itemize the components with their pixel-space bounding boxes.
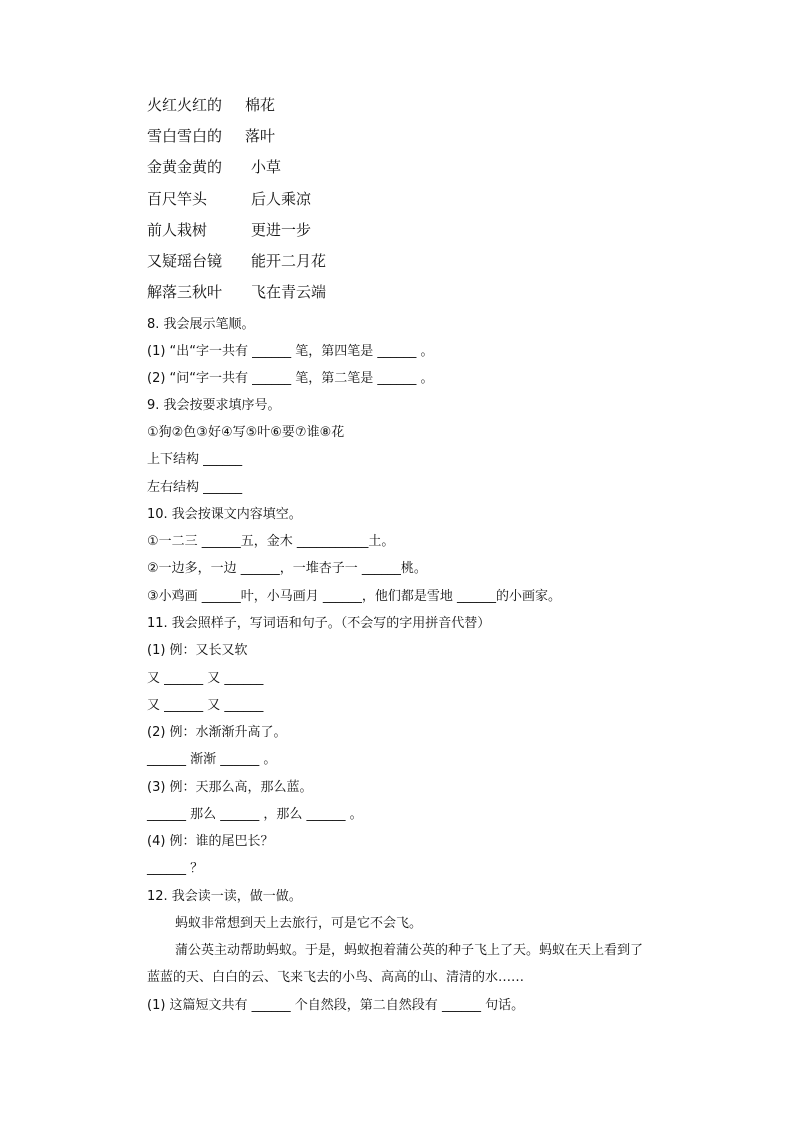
- question-11-item-4: (2) 例：水渐渐升高了。: [147, 725, 287, 740]
- match-left: 火红火红的: [147, 96, 223, 114]
- question-8-item-1: (1) “出“字一共有 ______ 笔，第四笔是 ______ 。: [147, 344, 434, 359]
- match-row: [147, 127, 276, 145]
- question-10-item-2: ②一边多，一边 ______，一堆杏子一 ______桃。: [147, 561, 427, 576]
- match-row: [147, 96, 276, 114]
- question-9-title: 9. 我会按要求填序号。: [147, 398, 281, 413]
- question-10-title: 10. 我会按课文内容填空。: [147, 507, 302, 522]
- question-8-title: 8. 我会展示笔顺。: [147, 317, 255, 332]
- question-12-item-1: (1) 这篇短文共有 ______ 个自然段，第二自然段有 ______ 句话。: [147, 998, 525, 1013]
- question-11-item-3: 又 ______ 又 ______: [147, 698, 264, 713]
- match-right: 更进一步: [251, 221, 312, 239]
- match-right: 落叶: [245, 127, 276, 145]
- question-10-item-3: ③小鸡画 ______叶，小马画月 ______，他们都是雪地 ______的小画家。: [147, 589, 562, 604]
- match-left: 百尺竿头: [147, 190, 208, 208]
- match-left: 金黄金黄的: [147, 158, 223, 176]
- match-left: 前人栽树: [147, 221, 208, 239]
- match-right: 能开二月花: [251, 252, 327, 270]
- match-row: [147, 283, 327, 301]
- question-11-item-6: (3) 例：天那么高，那么蓝。: [147, 780, 313, 795]
- match-right: 后人乘凉: [251, 190, 312, 208]
- question-8-item-2: (2) “问“字一共有 ______ 笔，第二笔是 ______ 。: [147, 371, 434, 386]
- question-9-item-1: 上下结构 ______: [147, 452, 243, 467]
- match-left: 解落三秋叶: [147, 283, 223, 301]
- match-right: 飞在青云端: [251, 283, 327, 301]
- match-row: [147, 158, 282, 176]
- match-left: 又疑瑶台镜: [147, 252, 223, 270]
- question-12-title: 12. 我会读一读，做一做。: [147, 889, 302, 904]
- passage-paragraph-1: 蚂蚁非常想到天上去旅行，可是它不会飞。: [175, 916, 423, 931]
- passage-paragraph-2: 蒲公英主动帮助蚂蚁。于是，蚂蚁抱着蒲公英的种子飞上了天。蚂蚁在天上看到了: [175, 943, 644, 958]
- match-right: 棉花: [245, 96, 276, 114]
- match-left: 雪白雪白的: [147, 127, 223, 145]
- question-11-item-9: ______ ？: [147, 861, 204, 876]
- question-11-item-5: ______ 渐渐 ______ 。: [147, 752, 277, 767]
- question-9-item-2: 左右结构 ______: [147, 480, 243, 495]
- question-9-chars: ①狗②色③好④写⑤叶⑥要⑦谁⑧花: [147, 425, 345, 440]
- match-row: [147, 190, 312, 208]
- match-right: 小草: [251, 158, 282, 176]
- question-11-title: 11. 我会照样子，写词语和句子。（不会写的字用拼音代替）: [147, 616, 491, 631]
- question-11-item-2: 又 ______ 又 ______: [147, 671, 264, 686]
- match-row: [147, 221, 312, 239]
- question-10-item-1: ①一二三 ______五，金木 ___________土。: [147, 534, 395, 549]
- match-row: [147, 252, 327, 270]
- passage-paragraph-2-cont: 蓝蓝的天、白白的云、飞来飞去的小鸟、高高的山、清清的水……: [147, 970, 525, 985]
- question-11-item-1: (1) 例：又长又软: [147, 643, 248, 658]
- question-11-item-8: (4) 例：谁的尾巴长？: [147, 834, 274, 849]
- question-11-item-7: ______ 那么 ______ ，那么 ______ 。: [147, 807, 363, 822]
